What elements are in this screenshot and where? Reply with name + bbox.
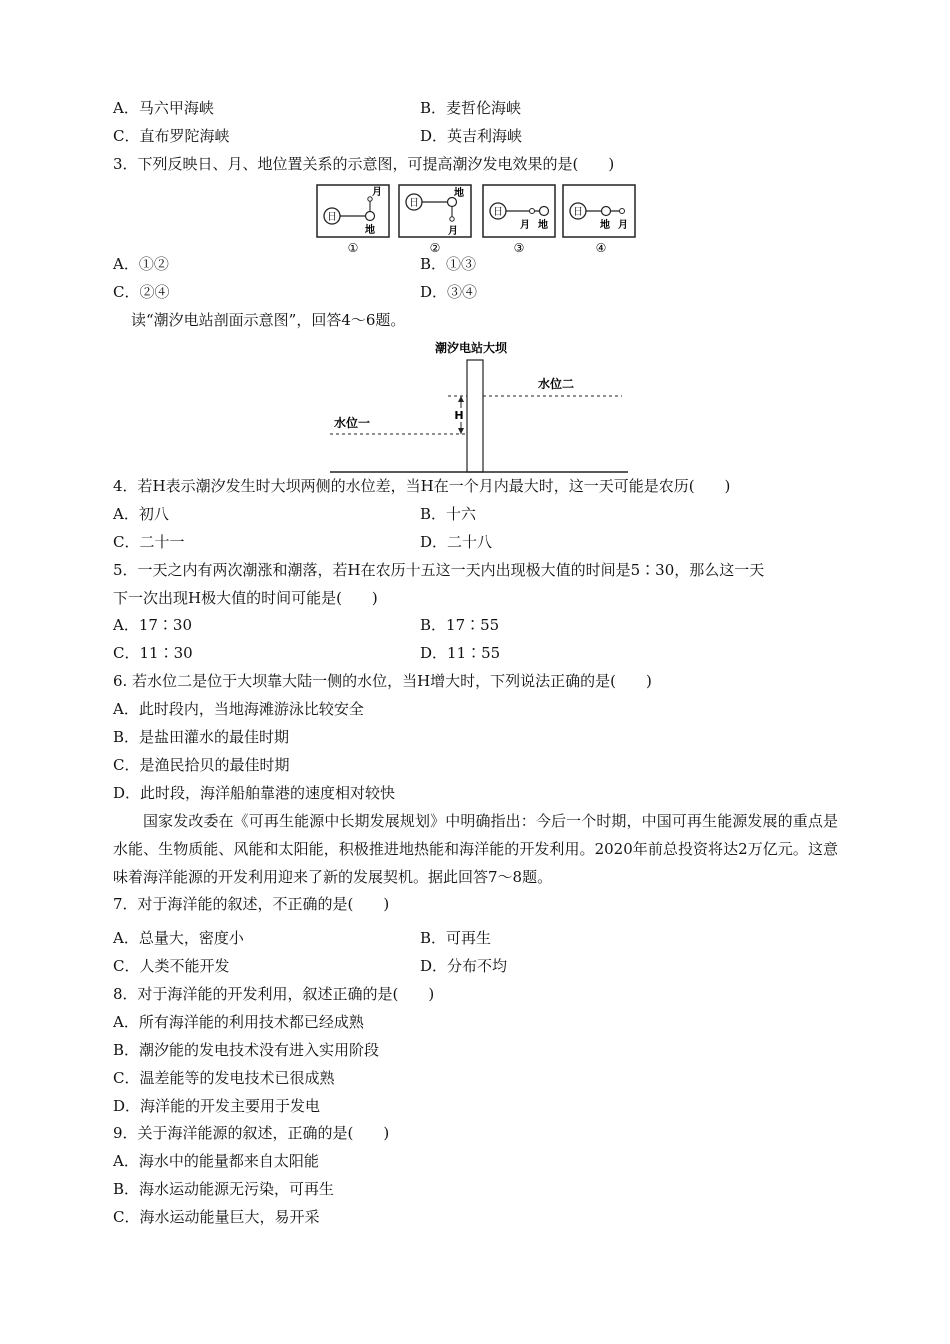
panel-4: [563, 185, 635, 237]
q5-stem-line2: 下一次出现H极大值的时间可能是( ): [113, 589, 378, 607]
h-label: H: [454, 409, 464, 422]
moon-label: 月: [448, 226, 458, 237]
earth-label: 地: [454, 188, 464, 199]
q2-option-d: D．英吉利海峡: [420, 127, 523, 145]
q5-option-d: D．11∶55: [420, 644, 501, 662]
q9-option-a: A．海水中的能量都来自太阳能: [113, 1152, 319, 1170]
q8-stem: 8．对于海洋能的开发利用，叙述正确的是( ): [113, 985, 435, 1003]
q2-option-a: A．马六甲海峡: [113, 99, 214, 117]
q8-option-b: B．潮汐能的发电技术没有进入实用阶段: [113, 1041, 380, 1059]
panel-3: [483, 185, 555, 237]
sun-moon-earth-diagram: [316, 184, 636, 256]
panel-label-1: ①: [347, 241, 359, 255]
q2-option-c: C．直布罗陀海峡: [113, 127, 230, 145]
q6-stem: 6. 若水位二是位于大坝靠大陆一侧的水位，当H增大时，下列说法正确的是( ): [113, 672, 652, 690]
q5-option-a: A．17∶30: [113, 616, 193, 634]
q7-option-a: A．总量大，密度小: [113, 929, 244, 947]
moon-label: 月: [520, 220, 530, 231]
earth-label: 地: [600, 220, 610, 231]
q5-stem-line1: 5．一天之内有两次潮涨和潮落，若H在农历十五这一天内出现极大值的时间是5∶30，那么这一天: [113, 561, 765, 579]
sun-moon-earth-svg: [316, 184, 636, 256]
q3-option-c: C．②④: [113, 283, 170, 301]
q9-option-c: C．海水运动能量巨大，易开采: [113, 1208, 320, 1226]
dam-title: 潮汐电站大坝: [435, 341, 508, 355]
earth-label: 地: [365, 225, 375, 236]
sun-label: 日: [409, 198, 419, 209]
panel-2: [399, 185, 471, 237]
moon-label: 月: [372, 187, 382, 198]
q7-option-b: B．可再生: [420, 929, 492, 947]
q8-option-c: C．温差能等的发电技术已很成熟: [113, 1069, 335, 1087]
intro-4-6: 读“潮汐电站剖面示意图”，回答4～6题。: [131, 311, 406, 329]
q3-stem: 3．下列反映日、月、地位置关系的示意图，可提高潮汐发电效果的是( ): [113, 155, 615, 173]
q7-option-c: C．人类不能开发: [113, 957, 230, 975]
q2-option-b: B．麦哲伦海峡: [420, 99, 522, 117]
water-level-2-label: 水位二: [538, 377, 575, 391]
panel-label-2: ②: [429, 241, 441, 255]
q8-option-a: A．所有海洋能的利用技术都已经成熟: [113, 1013, 364, 1031]
intro-7-8: 国家发改委在《可再生能源中长期发展规划》中明确指出：今后一个时期，中国可再生能源发展的重点是水能、生物质能、风能和太阳能，积极推进地热能和海洋能的开发利用。2020年前总投资将达2万亿元。这意味着海洋能源的开发利用迎来了新的发展契机。据此回答7～8题。: [113, 812, 838, 886]
q4-option-c: C．二十一: [113, 533, 185, 551]
q6-option-c: C．是渔民拾贝的最佳时期: [113, 756, 290, 774]
tidal-dam-diagram: [330, 338, 630, 476]
q9-stem: 9．关于海洋能源的叙述，正确的是( ): [113, 1124, 390, 1142]
q4-option-d: D．二十八: [420, 533, 493, 551]
q5-option-b: B．17∶55: [420, 616, 500, 634]
sun-label: 日: [327, 212, 337, 223]
q4-option-a: A．初八: [113, 505, 169, 523]
q4-option-b: B．十六: [420, 505, 477, 523]
q6-option-d: D．此时段，海洋船舶靠港的速度相对较快: [113, 784, 396, 802]
q6-option-b: B．是盐田灌水的最佳时期: [113, 728, 290, 746]
q3-option-d: D．③④: [420, 283, 478, 301]
earth-label: 地: [538, 220, 548, 231]
q8-option-d: D．海洋能的开发主要用于发电: [113, 1097, 321, 1115]
q7-option-d: D．分布不均: [420, 957, 508, 975]
moon-label: 月: [618, 220, 628, 231]
q5-option-c: C．11∶30: [113, 644, 193, 662]
q3-option-b: B．①③: [420, 255, 477, 273]
q4-stem: 4．若H表示潮汐发生时大坝两侧的水位差，当H在一个月内最大时，这一天可能是农历( ): [113, 477, 731, 495]
water-level-1-label: 水位一: [334, 416, 371, 430]
panel-label-3: ③: [513, 241, 525, 255]
panel-label-4: ④: [595, 241, 607, 255]
q9-option-b: B．海水运动能源无污染，可再生: [113, 1180, 335, 1198]
sun-label: 日: [493, 207, 503, 218]
dam-wall: [467, 360, 483, 472]
q6-option-a: A．此时段内，当地海滩游泳比较安全: [113, 700, 364, 718]
panel-1: [317, 185, 389, 237]
q7-stem: 7．对于海洋能的叙述，不正确的是( ): [113, 895, 390, 913]
q3-option-a: A．①②: [113, 255, 169, 273]
tidal-dam-svg: [330, 338, 630, 476]
sun-label: 日: [573, 207, 583, 218]
